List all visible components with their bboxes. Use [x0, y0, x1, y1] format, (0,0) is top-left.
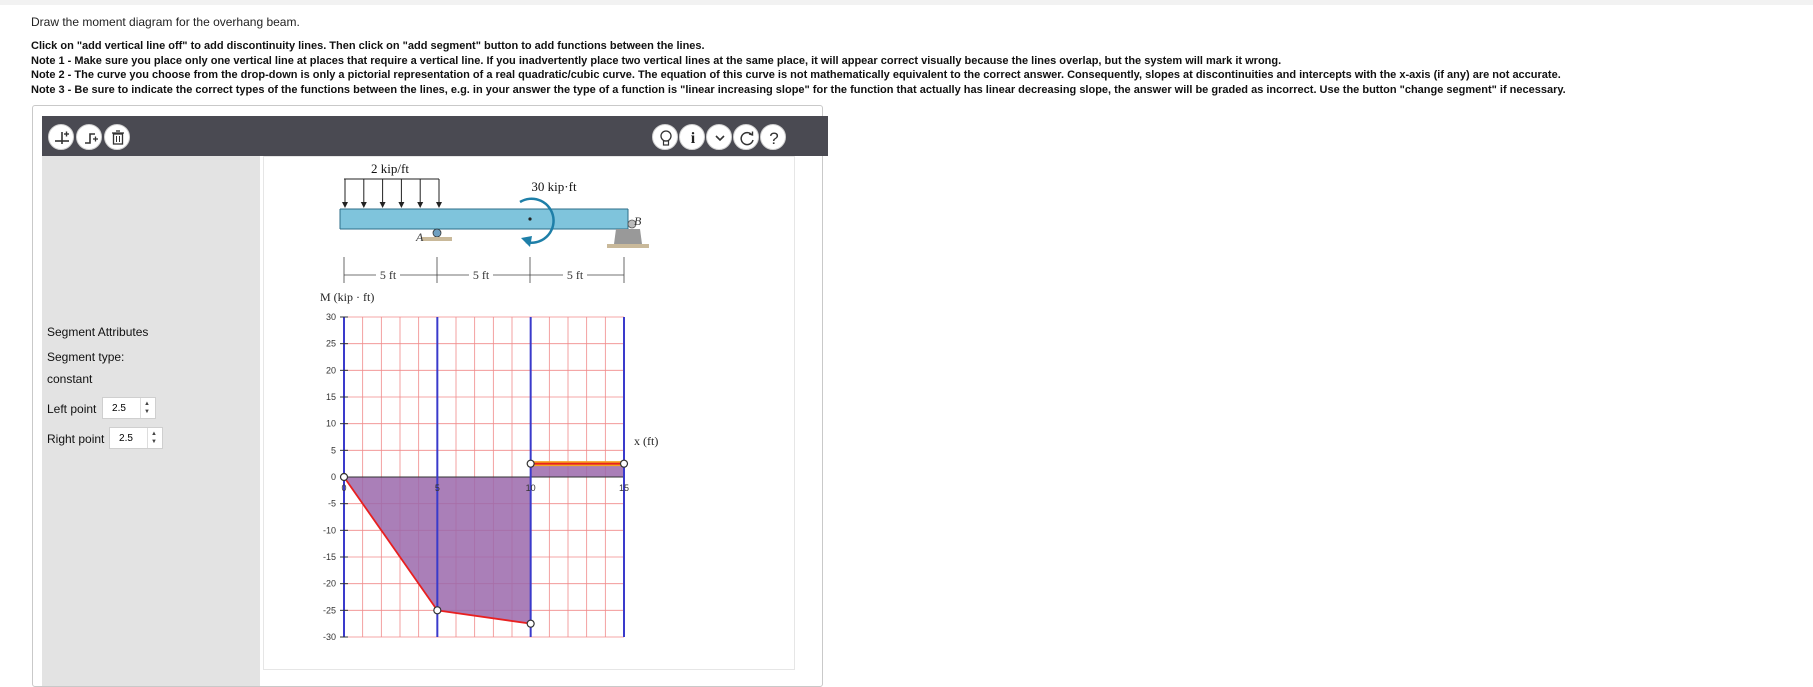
y-axis-label: M (kip · ft) [320, 290, 375, 304]
y-tick-label: -5 [327, 498, 336, 509]
x-tick-label: 15 [618, 483, 630, 493]
left-point-input[interactable] [103, 398, 135, 418]
note-3: Note 3 - Be sure to indicate the correct types of the functions between the lines, e.g. in your answer the type of a function is "linear increasing slope" for the function that actually has linear decreasing slope, the answer will be graded as incorrect. Use the button "change segment" if necessary. [31, 83, 1566, 96]
add-vertical-line-icon [49, 125, 75, 151]
beam-figure [340, 161, 649, 283]
x-tick-label: 10 [525, 483, 536, 493]
drawing-canvas[interactable] [263, 156, 795, 670]
segment-2-fill [434, 477, 530, 624]
stepper-up-icon[interactable]: ▲ [144, 401, 150, 407]
dimension-label-3: 5 ft [566, 268, 584, 282]
stepper-down-icon[interactable]: ▼ [151, 439, 157, 445]
add-segment-icon [77, 125, 103, 151]
stepper-down-icon[interactable]: ▼ [144, 409, 150, 415]
y-tick-label: 20 [325, 365, 336, 376]
stepper-up-icon[interactable]: ▲ [151, 431, 157, 437]
chevron-down-icon [707, 125, 733, 151]
y-tick-label: 30 [325, 312, 336, 322]
y-tick-label: 5 [330, 445, 336, 456]
load-arrowhead [342, 202, 348, 208]
load-arrows [342, 179, 442, 208]
add-vertical-line-button[interactable] [48, 124, 74, 150]
chart-fill-areas [344, 464, 624, 624]
segment-attributes-title: Segment Attributes [47, 325, 149, 339]
load-arrowhead [398, 202, 404, 208]
lightbulb-icon [653, 125, 679, 151]
segment-endpoint[interactable] [621, 460, 628, 467]
right-point-stepper[interactable] [109, 427, 163, 449]
note-1: Note 1 - Make sure you place only one vertical line at places that require a vertical line. If you inadvertently place two vertical lines at the same place, it will appear correct visually because the lines overlap, but the system will mark it wrong. [31, 54, 1282, 67]
load-arrowhead [436, 202, 442, 208]
right-point-input[interactable] [110, 428, 142, 448]
instructions [31, 39, 1791, 97]
segment-endpoint[interactable] [527, 620, 534, 627]
redo-icon [734, 125, 760, 151]
svg-text:?: ? [769, 129, 779, 148]
top-strip [0, 0, 1813, 5]
right-point-arrows[interactable] [147, 428, 162, 448]
instruction-line: Click on "add vertical line off" to add discontinuity lines. Then click on "add segment" button to add functions between the lines. [31, 40, 705, 52]
y-tick-label: 15 [325, 392, 336, 402]
left-point-label: Left point [47, 402, 97, 416]
y-tick-label: -20 [322, 578, 336, 589]
segment-endpoint[interactable] [341, 474, 348, 481]
y-tick-label: -25 [322, 605, 336, 616]
diagram-widget [32, 105, 823, 687]
hint-button[interactable] [652, 124, 678, 150]
note-2: Note 2 - The curve you choose from the drop-down is only a pictorial representation of a real quadratic/cubic curve. The equation of this curve is not mathematically equivalent to the correct answer. Consequently, slopes at discontinuities and intercepts with the x-axis (if any) are not accurate. [31, 69, 1561, 82]
dimension-line [344, 257, 624, 283]
dimension-label-2: 5 ft [472, 268, 490, 282]
redo-button[interactable] [733, 124, 759, 150]
y-tick-label: -15 [322, 552, 336, 562]
y-tick-label: -10 [322, 525, 336, 536]
y-tick-label: 10 [325, 418, 336, 429]
help-button[interactable] [760, 124, 786, 150]
segment-type-label: Segment type: [47, 350, 125, 364]
question-intro: Draw the moment diagram for the overhang beam. [31, 15, 300, 29]
support-a-label: A [416, 230, 424, 244]
y-tick-label: -30 [322, 632, 336, 642]
y-tick-label: 25 [325, 338, 336, 349]
x-tick-label: 0 [341, 483, 347, 493]
dimension-label-1: 5 ft [379, 268, 397, 282]
trash-icon [105, 125, 131, 151]
x-axis-label: x (ft) [634, 434, 659, 448]
info-icon [680, 125, 706, 151]
beam [340, 209, 628, 229]
segment-endpoint[interactable] [527, 460, 534, 467]
segment-type-value: constant [47, 372, 93, 386]
left-point-stepper[interactable] [102, 397, 156, 419]
load-arrowhead [361, 202, 367, 208]
couple-center-dot [528, 217, 531, 220]
left-point-arrows[interactable] [140, 398, 155, 418]
distributed-load-label: 2 kip/ft [371, 161, 409, 176]
toolbar [42, 116, 828, 156]
dropdown-button[interactable] [706, 124, 732, 150]
pin-support-b [614, 229, 642, 244]
segment-attributes-panel [42, 156, 260, 686]
info-button[interactable] [679, 124, 705, 150]
y-tick-label: 0 [330, 472, 336, 482]
add-segment-button[interactable] [76, 124, 102, 150]
load-arrowhead [380, 202, 386, 208]
moment-diagram[interactable] [320, 290, 658, 642]
segment-endpoint[interactable] [434, 607, 441, 614]
help-icon [761, 125, 787, 151]
couple-arrowhead [521, 236, 532, 247]
load-arrowhead [417, 202, 423, 208]
x-tick-label: 5 [434, 483, 440, 493]
delete-button[interactable] [104, 124, 130, 150]
svg-text:i: i [690, 130, 696, 147]
support-b-label: B [634, 214, 642, 228]
ground-b [607, 244, 649, 248]
beam-and-moment-figure [264, 157, 794, 669]
right-point-label: Right point [47, 432, 105, 446]
ground-a [422, 237, 452, 241]
roller-a [433, 229, 441, 237]
couple-moment-label: 30 kip·ft [531, 179, 577, 194]
